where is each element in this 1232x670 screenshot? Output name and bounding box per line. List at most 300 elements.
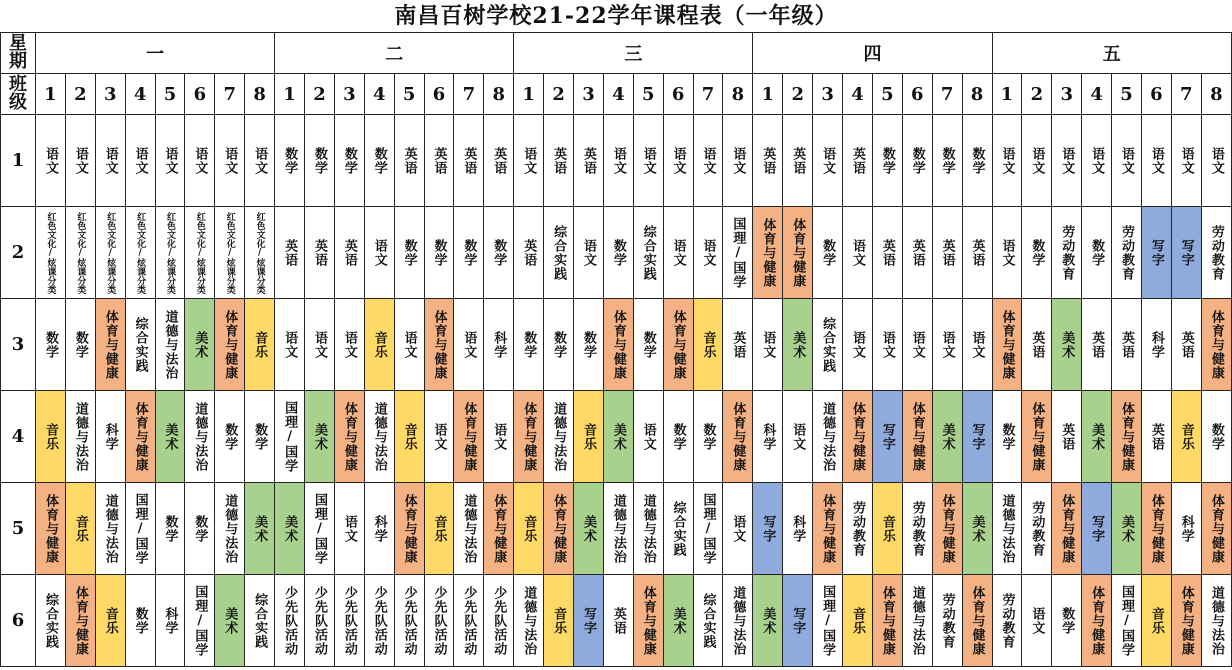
course-cell (992, 483, 1022, 575)
course-cell (723, 115, 753, 207)
course-name: 数学 (580, 330, 596, 359)
course-cell (1171, 115, 1201, 207)
course-cell (1052, 115, 1082, 207)
course-name: 语文 (580, 238, 596, 267)
class-number: 1 (514, 74, 544, 115)
course-cell (424, 483, 454, 575)
course-cell (1052, 207, 1082, 299)
course-name: 体育与健康 (879, 585, 895, 656)
course-cell (574, 483, 604, 575)
course-cell (364, 483, 394, 575)
course-name: 体育与健康 (341, 401, 357, 472)
course-name: 英语 (879, 238, 895, 267)
course-name: 音乐 (401, 422, 417, 451)
course-name: 综合实践 (42, 592, 58, 649)
course-name: 体育与健康 (1208, 493, 1224, 564)
course-cell (932, 207, 962, 299)
course-cell (245, 575, 275, 667)
course-cell (693, 115, 723, 207)
course-name: 英语 (1089, 330, 1105, 359)
course-cell (932, 391, 962, 483)
course-cell (245, 483, 275, 575)
course-cell (484, 575, 514, 667)
course-name: 体育与健康 (1029, 401, 1045, 472)
course-cell (723, 575, 753, 667)
course-name: 语文 (341, 514, 357, 543)
course-cell (424, 299, 454, 391)
course-name: 科学 (790, 514, 806, 543)
class-number: 4 (1082, 74, 1112, 115)
course-name: 英语 (790, 146, 806, 175)
course-name: 语文 (610, 146, 626, 175)
course-cell (305, 483, 335, 575)
course-name: 体育与健康 (999, 309, 1015, 380)
class-number: 3 (574, 74, 604, 115)
course-cell (693, 483, 723, 575)
course-cell (902, 115, 932, 207)
course-name: 体育与健康 (820, 493, 836, 564)
course-cell (544, 483, 574, 575)
course-name: 体育与健康 (670, 309, 686, 380)
course-name: 语文 (132, 146, 148, 175)
course-name: 英语 (1178, 330, 1194, 359)
course-name: 语文 (640, 422, 656, 451)
course-name: 科学 (102, 422, 118, 451)
course-cell (663, 299, 693, 391)
course-name: 科学 (1178, 514, 1194, 543)
course-name: 红色文化/炫课分类 (135, 211, 146, 294)
class-number: 5 (633, 74, 663, 115)
course-cell (215, 391, 245, 483)
course-name: 红色文化/炫课分类 (224, 211, 235, 294)
course-name: 劳动教育 (909, 500, 925, 557)
timetable (0, 32, 1232, 667)
course-name: 劳动教育 (999, 592, 1015, 649)
course-name: 数学 (42, 330, 58, 359)
class-number: 5 (872, 74, 902, 115)
course-name: 语文 (162, 146, 178, 175)
course-cell (872, 483, 902, 575)
course-cell (962, 575, 992, 667)
course-name: 国理/国学 (700, 492, 716, 565)
class-number: 8 (1201, 74, 1231, 115)
course-name: 数学 (431, 238, 447, 267)
course-cell (1022, 115, 1052, 207)
course-name: 国理/国学 (132, 492, 148, 565)
course-cell (245, 207, 275, 299)
class-number: 7 (932, 74, 962, 115)
course-cell (574, 299, 604, 391)
class-number: 4 (603, 74, 633, 115)
course-name: 语文 (820, 146, 836, 175)
course-name: 语文 (670, 146, 686, 175)
course-cell (514, 299, 544, 391)
course-cell (1052, 391, 1082, 483)
course-cell (783, 391, 813, 483)
course-cell (962, 115, 992, 207)
course-name: 少先队活动 (371, 585, 387, 656)
course-name: 科学 (162, 606, 178, 635)
course-cell (753, 207, 783, 299)
course-cell (544, 207, 574, 299)
course-cell (215, 483, 245, 575)
course-name: 语文 (1029, 146, 1045, 175)
course-name: 语文 (909, 330, 925, 359)
course-name: 道德与法治 (909, 585, 925, 656)
course-name: 美术 (282, 514, 298, 543)
period-number: 1 (1, 115, 36, 207)
course-cell (334, 483, 364, 575)
class-label: 班级 (9, 74, 27, 113)
course-name: 语文 (730, 514, 746, 543)
course-cell (544, 299, 574, 391)
course-cell (424, 575, 454, 667)
class-number: 5 (1112, 74, 1142, 115)
course-cell (1141, 391, 1171, 483)
course-name: 红色文化/炫课分类 (75, 211, 86, 294)
course-name: 数学 (610, 238, 626, 267)
course-name: 数学 (222, 422, 238, 451)
course-cell (364, 115, 394, 207)
course-cell (394, 575, 424, 667)
course-cell (454, 391, 484, 483)
course-cell (872, 299, 902, 391)
course-name: 少先队活动 (461, 585, 477, 656)
course-cell (125, 299, 155, 391)
course-cell (1112, 207, 1142, 299)
course-name: 语文 (760, 330, 776, 359)
course-cell (693, 391, 723, 483)
course-cell (1022, 391, 1052, 483)
course-name: 科学 (760, 422, 776, 451)
course-cell (843, 115, 873, 207)
course-name: 语文 (222, 146, 238, 175)
class-number: 8 (962, 74, 992, 115)
course-cell (1141, 575, 1171, 667)
course-cell (992, 575, 1022, 667)
course-cell (872, 391, 902, 483)
period-number: 2 (1, 207, 36, 299)
course-name: 劳动教育 (1059, 224, 1075, 281)
course-name: 红色文化/炫课分类 (45, 211, 56, 294)
course-cell (574, 207, 604, 299)
course-cell (394, 391, 424, 483)
course-cell (394, 299, 424, 391)
course-cell (305, 207, 335, 299)
course-name: 语文 (849, 330, 865, 359)
course-cell (1082, 115, 1112, 207)
course-cell (364, 391, 394, 483)
course-name: 劳动教育 (1119, 224, 1134, 281)
course-name: 音乐 (700, 330, 716, 359)
course-name: 红色文化/炫课分类 (165, 211, 175, 294)
course-name: 语文 (999, 146, 1015, 175)
course-name: 语文 (700, 146, 716, 175)
course-name: 美术 (222, 606, 238, 635)
course-name: 英语 (1148, 422, 1164, 451)
course-cell (783, 115, 813, 207)
class-number: 7 (693, 74, 723, 115)
course-name: 数学 (72, 330, 88, 359)
course-name: 道德与法治 (1208, 585, 1224, 656)
course-name: 劳动教育 (939, 592, 955, 649)
course-name: 写字 (1089, 514, 1105, 543)
course-name: 少先队活动 (341, 585, 357, 656)
course-name: 英语 (521, 238, 537, 267)
class-number: 1 (992, 74, 1022, 115)
course-cell (185, 391, 215, 483)
course-name: 英语 (909, 238, 925, 267)
course-name: 体育与健康 (790, 217, 806, 288)
course-name: 音乐 (102, 606, 118, 635)
course-cell (95, 115, 125, 207)
course-name: 体育与健康 (491, 493, 507, 564)
course-name: 综合实践 (551, 224, 567, 281)
course-cell (155, 391, 185, 483)
course-name: 音乐 (371, 330, 387, 359)
page-title: 南昌百树学校21-22学年课程表（一年级） (394, 3, 838, 29)
course-cell (185, 207, 215, 299)
course-cell (783, 575, 813, 667)
course-cell (275, 207, 305, 299)
course-cell (1201, 115, 1231, 207)
course-cell (36, 115, 66, 207)
course-cell (334, 391, 364, 483)
course-name: 道德与法治 (72, 401, 88, 472)
course-name: 数学 (491, 238, 507, 267)
course-cell (36, 391, 66, 483)
course-name: 体育与健康 (610, 309, 626, 380)
course-name: 语文 (1148, 146, 1164, 175)
course-cell (663, 575, 693, 667)
course-name: 写字 (790, 606, 806, 635)
course-cell (65, 207, 95, 299)
course-name: 体育与健康 (431, 309, 447, 380)
course-cell (872, 207, 902, 299)
course-cell (574, 115, 604, 207)
course-cell (1141, 299, 1171, 391)
course-name: 音乐 (879, 514, 895, 543)
course-cell (185, 575, 215, 667)
course-cell (424, 391, 454, 483)
class-number: 5 (394, 74, 424, 115)
period-number: 3 (1, 299, 36, 391)
course-cell (992, 391, 1022, 483)
course-name: 语文 (282, 330, 298, 359)
course-cell (693, 207, 723, 299)
course-name: 语文 (1059, 146, 1075, 175)
class-number: 4 (125, 74, 155, 115)
course-name: 体育与健康 (760, 217, 776, 288)
day-header: 二 (275, 33, 514, 74)
class-number: 3 (813, 74, 843, 115)
course-name: 劳动教育 (849, 500, 865, 557)
course-name: 综合实践 (700, 592, 716, 649)
course-cell (633, 207, 663, 299)
course-name: 体育与健康 (1148, 493, 1164, 564)
course-name: 美术 (790, 330, 806, 359)
course-cell (902, 391, 932, 483)
course-cell (484, 115, 514, 207)
course-name: 写字 (1148, 238, 1164, 267)
course-name: 综合实践 (252, 592, 268, 649)
course-name: 道德与法治 (730, 585, 746, 656)
course-name: 英语 (939, 238, 955, 267)
course-cell (155, 115, 185, 207)
course-name: 语文 (670, 238, 686, 267)
course-cell (1112, 483, 1142, 575)
course-name: 体育与健康 (72, 585, 88, 656)
course-cell (484, 299, 514, 391)
course-name: 英语 (551, 146, 567, 175)
day-header: 五 (992, 33, 1232, 74)
course-name: 英语 (969, 238, 985, 267)
course-name: 美术 (670, 606, 686, 635)
course-cell (843, 483, 873, 575)
class-number: 8 (484, 74, 514, 115)
course-cell (1141, 483, 1171, 575)
course-cell (1201, 483, 1231, 575)
period-number: 6 (1, 575, 36, 667)
course-cell (783, 483, 813, 575)
course-name: 体育与健康 (909, 401, 925, 472)
course-name: 综合实践 (132, 316, 148, 373)
class-number: 4 (364, 74, 394, 115)
course-cell (454, 115, 484, 207)
class-number: 6 (185, 74, 215, 115)
course-name: 写字 (879, 422, 895, 451)
course-name: 美术 (580, 514, 596, 543)
course-cell (454, 575, 484, 667)
course-name: 道德与法治 (371, 401, 387, 472)
course-name: 数学 (162, 514, 178, 543)
course-cell (872, 575, 902, 667)
course-cell (603, 391, 633, 483)
course-cell (95, 483, 125, 575)
course-name: 英语 (282, 238, 298, 267)
course-name: 数学 (999, 422, 1015, 451)
class-number: 2 (65, 74, 95, 115)
course-name: 数学 (909, 146, 925, 175)
course-cell (364, 575, 394, 667)
course-cell (1112, 115, 1142, 207)
course-cell (215, 115, 245, 207)
class-number: 6 (1141, 74, 1171, 115)
course-cell (1082, 207, 1112, 299)
course-cell (185, 483, 215, 575)
class-number: 2 (544, 74, 574, 115)
period-row (1, 575, 1232, 667)
course-cell (932, 299, 962, 391)
course-cell (813, 299, 843, 391)
course-cell (544, 575, 574, 667)
course-name: 体育与健康 (1119, 401, 1134, 472)
course-cell (1022, 299, 1052, 391)
class-number: 3 (334, 74, 364, 115)
day-header: 四 (753, 33, 992, 74)
course-name: 语文 (939, 330, 955, 359)
course-name: 语文 (341, 330, 357, 359)
day-header: 三 (514, 33, 753, 74)
course-name: 道德与法治 (162, 309, 178, 380)
course-cell (663, 207, 693, 299)
course-name: 语文 (999, 238, 1015, 267)
course-name: 综合实践 (670, 500, 686, 557)
course-cell (813, 115, 843, 207)
course-name: 语文 (491, 422, 507, 451)
course-cell (633, 391, 663, 483)
course-name: 数学 (969, 146, 985, 175)
course-name: 数学 (1029, 238, 1045, 267)
weekday-label: 星期 (9, 33, 27, 72)
course-cell (1022, 575, 1052, 667)
course-name: 语文 (311, 330, 327, 359)
class-number: 3 (1052, 74, 1082, 115)
course-name: 数学 (401, 238, 417, 267)
course-cell (962, 483, 992, 575)
course-name: 数学 (640, 330, 656, 359)
course-cell (962, 299, 992, 391)
course-name: 数学 (700, 422, 716, 451)
course-cell (1022, 483, 1052, 575)
course-name: 语文 (849, 238, 865, 267)
course-name: 英语 (1029, 330, 1045, 359)
course-name: 美术 (610, 422, 626, 451)
course-name: 体育与健康 (849, 401, 865, 472)
course-name: 少先队活动 (401, 585, 417, 656)
course-cell (992, 299, 1022, 391)
course-name: 英语 (730, 330, 746, 359)
course-name: 语文 (42, 146, 58, 175)
course-name: 音乐 (551, 606, 567, 635)
course-cell (753, 483, 783, 575)
course-cell (215, 299, 245, 391)
course-name: 国理/国学 (192, 584, 208, 657)
course-cell (753, 299, 783, 391)
course-name: 国理/国学 (730, 216, 746, 289)
period-number: 4 (1, 391, 36, 483)
course-name: 体育与健康 (1178, 585, 1194, 656)
day-header-row (1, 33, 1232, 74)
class-number: 2 (305, 74, 335, 115)
course-name: 体育与健康 (730, 401, 746, 472)
course-name: 少先队活动 (491, 585, 507, 656)
course-name: 语文 (521, 146, 537, 175)
course-name: 道德与法治 (640, 493, 656, 564)
course-cell (723, 299, 753, 391)
course-cell (633, 483, 663, 575)
course-cell (514, 391, 544, 483)
course-cell (36, 483, 66, 575)
course-cell (902, 299, 932, 391)
course-cell (65, 299, 95, 391)
course-name: 体育与健康 (1089, 585, 1105, 656)
course-name: 道德与法治 (102, 493, 118, 564)
course-cell (992, 115, 1022, 207)
course-name: 英语 (849, 146, 865, 175)
course-cell (813, 391, 843, 483)
course-cell (633, 299, 663, 391)
class-number: 6 (663, 74, 693, 115)
course-cell (693, 575, 723, 667)
course-name: 科学 (1148, 330, 1164, 359)
course-name: 道德与法治 (999, 493, 1015, 564)
course-name: 英语 (401, 146, 417, 175)
course-name: 语文 (431, 422, 447, 451)
course-name: 劳动教育 (1029, 500, 1045, 557)
course-cell (125, 115, 155, 207)
course-cell (95, 207, 125, 299)
